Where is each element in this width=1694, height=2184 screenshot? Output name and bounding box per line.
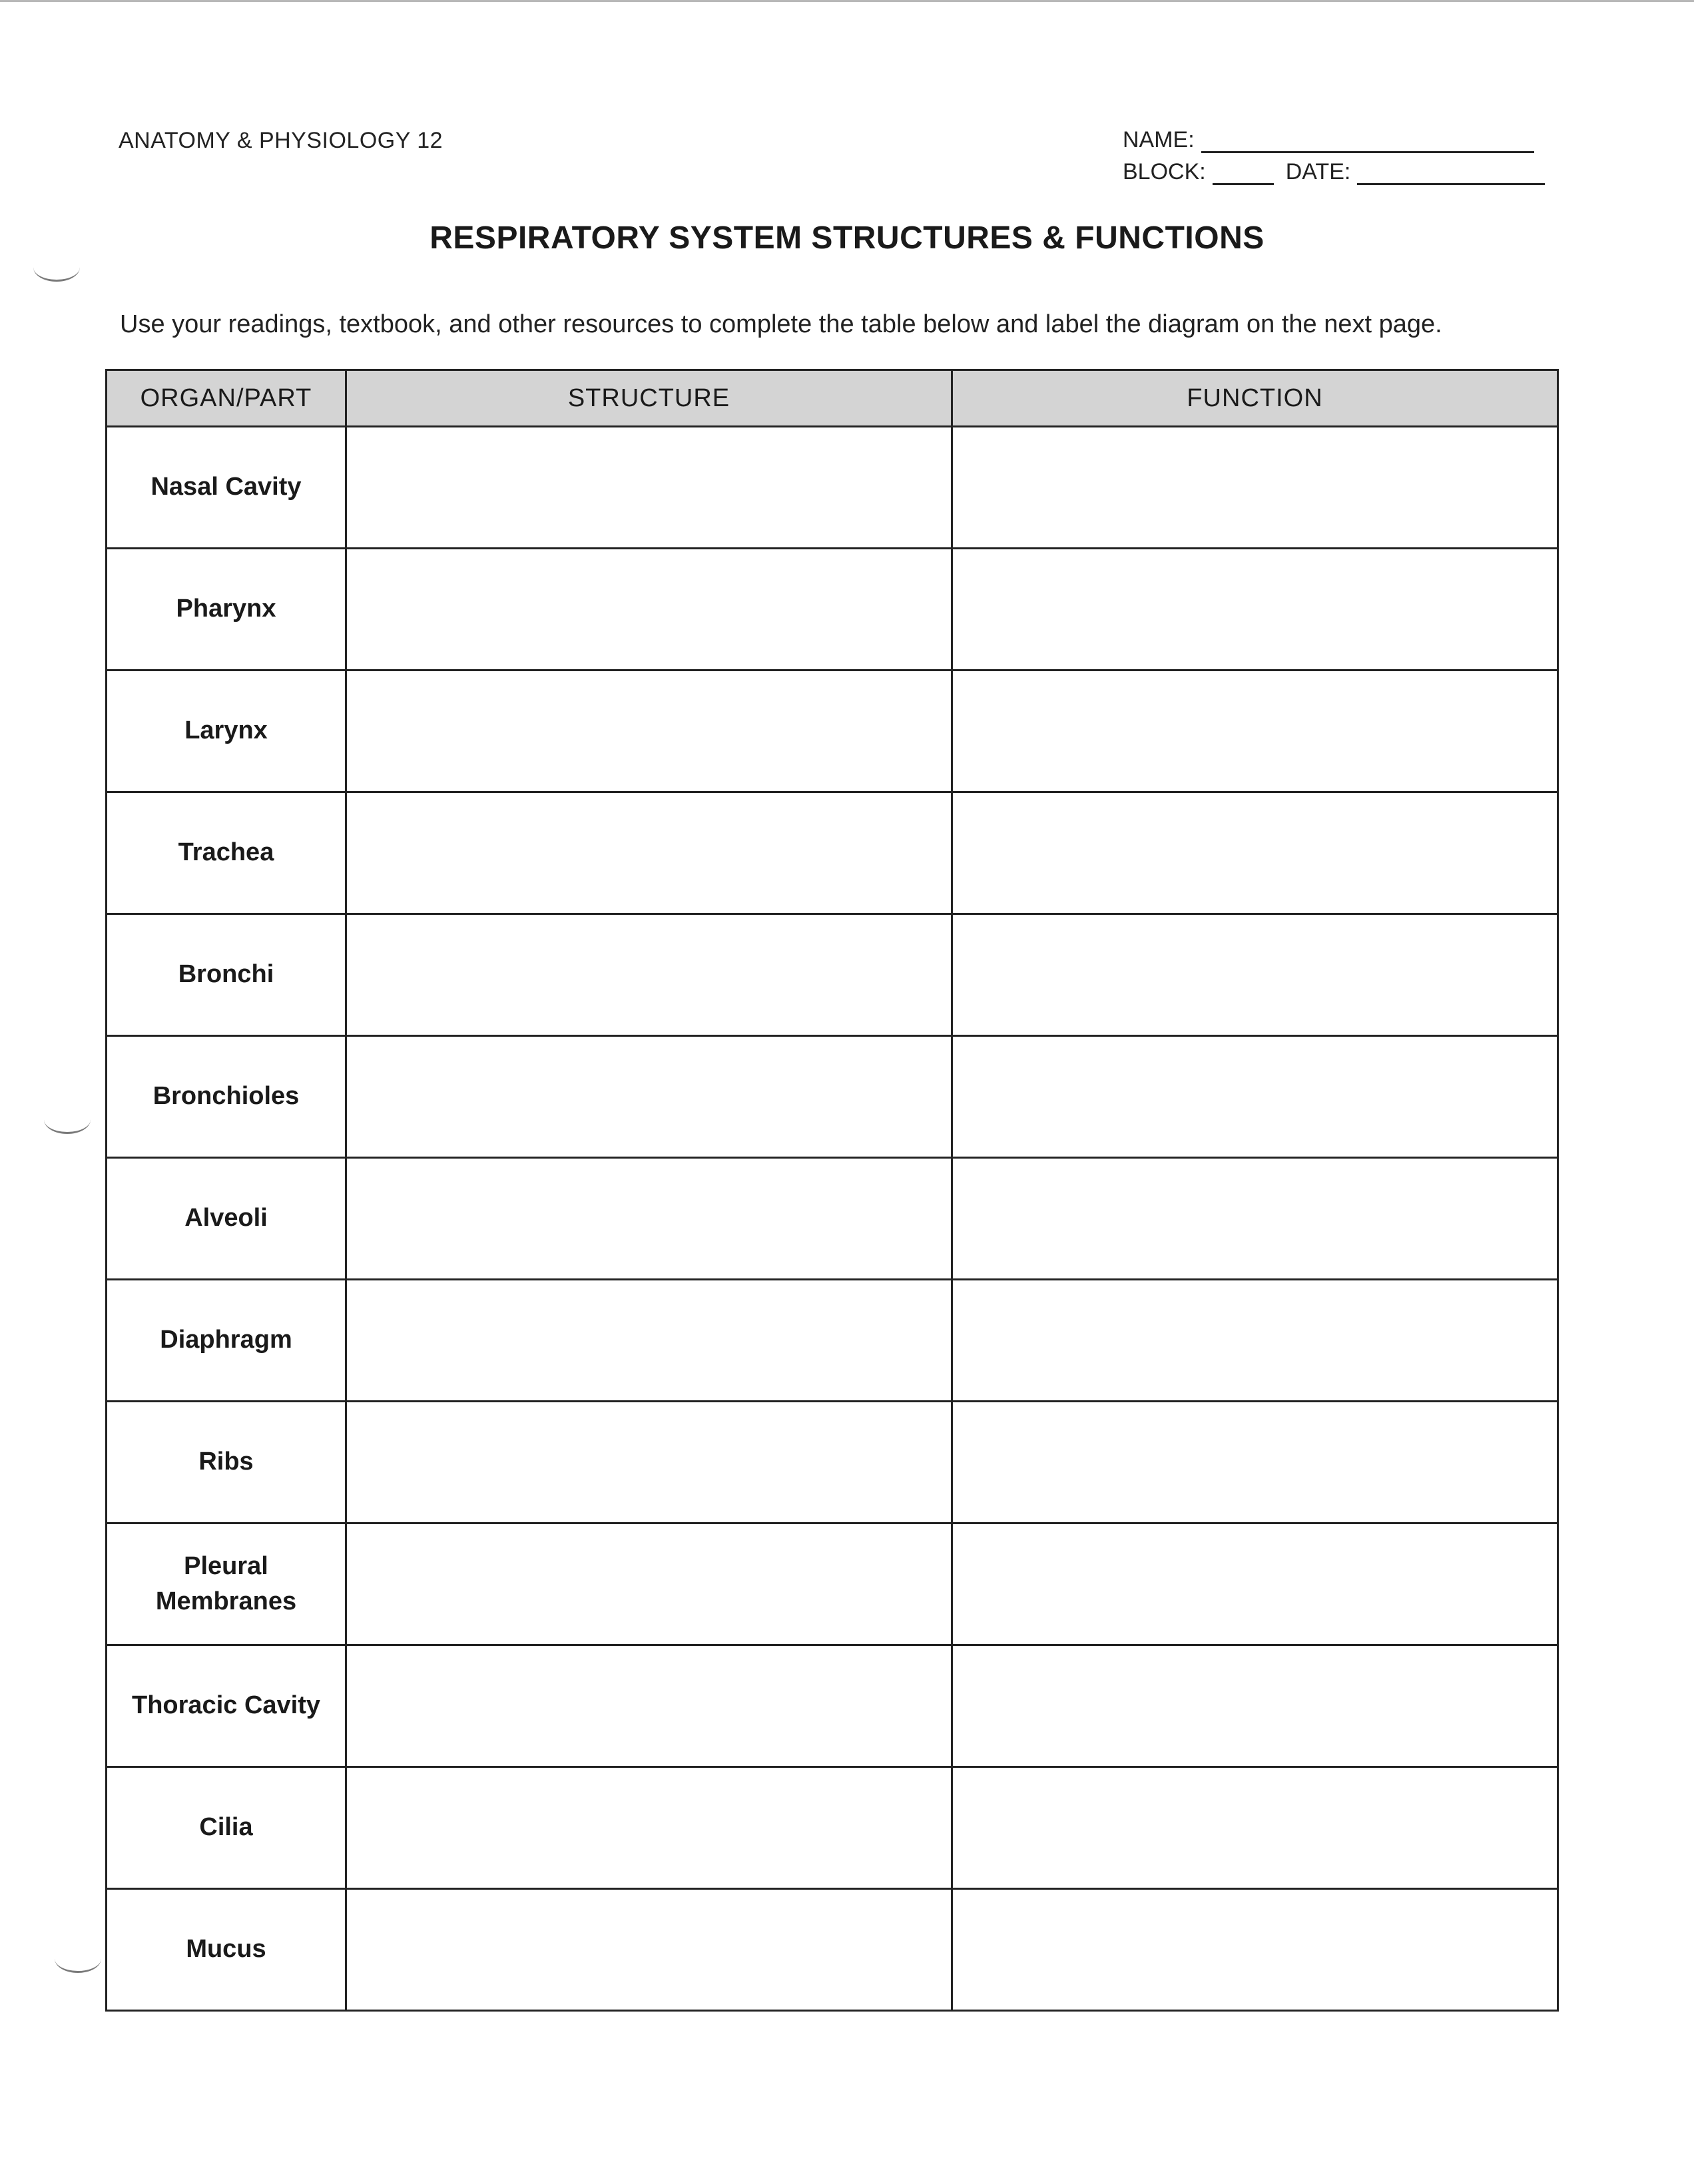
function-answer-cell[interactable] (952, 1645, 1558, 1767)
organ-part-cell (107, 1767, 346, 1889)
student-info-fields (1123, 121, 1545, 185)
block-blank[interactable] (1213, 163, 1274, 185)
function-answer-cell[interactable] (952, 1889, 1558, 2011)
organ-part-cell (107, 1158, 346, 1280)
binder-hole-mark-middle (44, 1105, 91, 1134)
structure-answer-cell[interactable] (346, 1767, 952, 1889)
function-answer-cell[interactable] (952, 549, 1558, 671)
structure-answer-cell[interactable] (346, 1645, 952, 1767)
name-field-row (1123, 121, 1545, 153)
table-row (107, 914, 1558, 1036)
table-row (107, 671, 1558, 792)
organ-part-name: Thoracic Cavity (132, 1691, 320, 1720)
organ-part-cell (107, 914, 346, 1036)
function-answer-cell[interactable] (952, 427, 1558, 549)
structures-functions-table-wrap (105, 369, 1557, 2012)
organ-part-name: Nasal Cavity (150, 473, 302, 501)
header-function: FUNCTION (952, 370, 1558, 427)
header-organ-part: ORGAN/PART (107, 370, 346, 427)
binder-hole-mark-top (33, 253, 80, 282)
block-label: BLOCK: (1123, 159, 1206, 184)
date-blank[interactable] (1357, 163, 1545, 185)
binder-hole-mark-bottom (55, 1944, 101, 1973)
table-row (107, 427, 1558, 549)
table-row (107, 1645, 1558, 1767)
table-row (107, 1036, 1558, 1158)
structure-answer-cell[interactable] (346, 549, 952, 671)
table-row (107, 792, 1558, 914)
table-row (107, 1889, 1558, 2011)
organ-part-name: Bronchioles (152, 1082, 300, 1111)
organ-part-name: Bronchi (178, 960, 274, 989)
function-answer-cell[interactable] (952, 671, 1558, 792)
organ-part-name: Mucus (186, 1935, 266, 1964)
organ-part-cell (107, 1889, 346, 2011)
table-row (107, 1280, 1558, 1402)
organ-part-name: Trachea (178, 838, 274, 867)
name-blank[interactable] (1201, 131, 1534, 153)
structure-answer-cell[interactable] (346, 914, 952, 1036)
structure-answer-cell[interactable] (346, 427, 952, 549)
name-label: NAME: (1123, 127, 1195, 152)
structure-answer-cell[interactable] (346, 1523, 952, 1645)
organ-part-cell (107, 1036, 346, 1158)
organ-part-name: Pleural Membranes (155, 1551, 297, 1615)
function-answer-cell[interactable] (952, 914, 1558, 1036)
course-title: ANATOMY & PHYSIOLOGY 12 (119, 128, 443, 153)
structure-answer-cell[interactable] (346, 1280, 952, 1402)
table-row (107, 1402, 1558, 1523)
organ-part-cell (107, 671, 346, 792)
organ-part-name: Larynx (184, 716, 268, 745)
date-label: DATE: (1285, 159, 1351, 184)
function-answer-cell[interactable] (952, 1767, 1558, 1889)
table-row (107, 1523, 1558, 1645)
structures-functions-table (105, 369, 1559, 2012)
instructions: Use your readings, textbook, and other resources to complete the table below and label the diagram on the next page. (120, 310, 1442, 338)
organ-part-cell (107, 1645, 346, 1767)
structure-answer-cell[interactable] (346, 1402, 952, 1523)
structure-answer-cell[interactable] (346, 1889, 952, 2011)
table-row (107, 1158, 1558, 1280)
function-answer-cell[interactable] (952, 1402, 1558, 1523)
scan-top-edge (0, 0, 1694, 2)
structure-answer-cell[interactable] (346, 1036, 952, 1158)
organ-part-cell (107, 549, 346, 671)
table-row (107, 549, 1558, 671)
function-answer-cell[interactable] (952, 1158, 1558, 1280)
block-date-field-row (1123, 153, 1545, 185)
organ-part-cell (107, 427, 346, 549)
organ-part-name: Pharynx (176, 595, 276, 623)
structure-answer-cell[interactable] (346, 1158, 952, 1280)
table-header-row (107, 370, 1558, 427)
table-row (107, 1767, 1558, 1889)
header-structure: STRUCTURE (346, 370, 952, 427)
worksheet-title: RESPIRATORY SYSTEM STRUCTURES & FUNCTIONS (429, 220, 1265, 256)
organ-part-name: Alveoli (184, 1204, 268, 1232)
function-answer-cell[interactable] (952, 792, 1558, 914)
organ-part-name: Cilia (199, 1813, 253, 1842)
organ-part-cell (107, 1402, 346, 1523)
organ-part-cell (107, 1280, 346, 1402)
structure-answer-cell[interactable] (346, 792, 952, 914)
organ-part-cell (107, 1523, 346, 1645)
function-answer-cell[interactable] (952, 1036, 1558, 1158)
organ-part-name: Diaphragm (160, 1326, 292, 1354)
organ-part-name: Ribs (198, 1448, 254, 1476)
organ-part-cell (107, 792, 346, 914)
structure-answer-cell[interactable] (346, 671, 952, 792)
function-answer-cell[interactable] (952, 1523, 1558, 1645)
function-answer-cell[interactable] (952, 1280, 1558, 1402)
